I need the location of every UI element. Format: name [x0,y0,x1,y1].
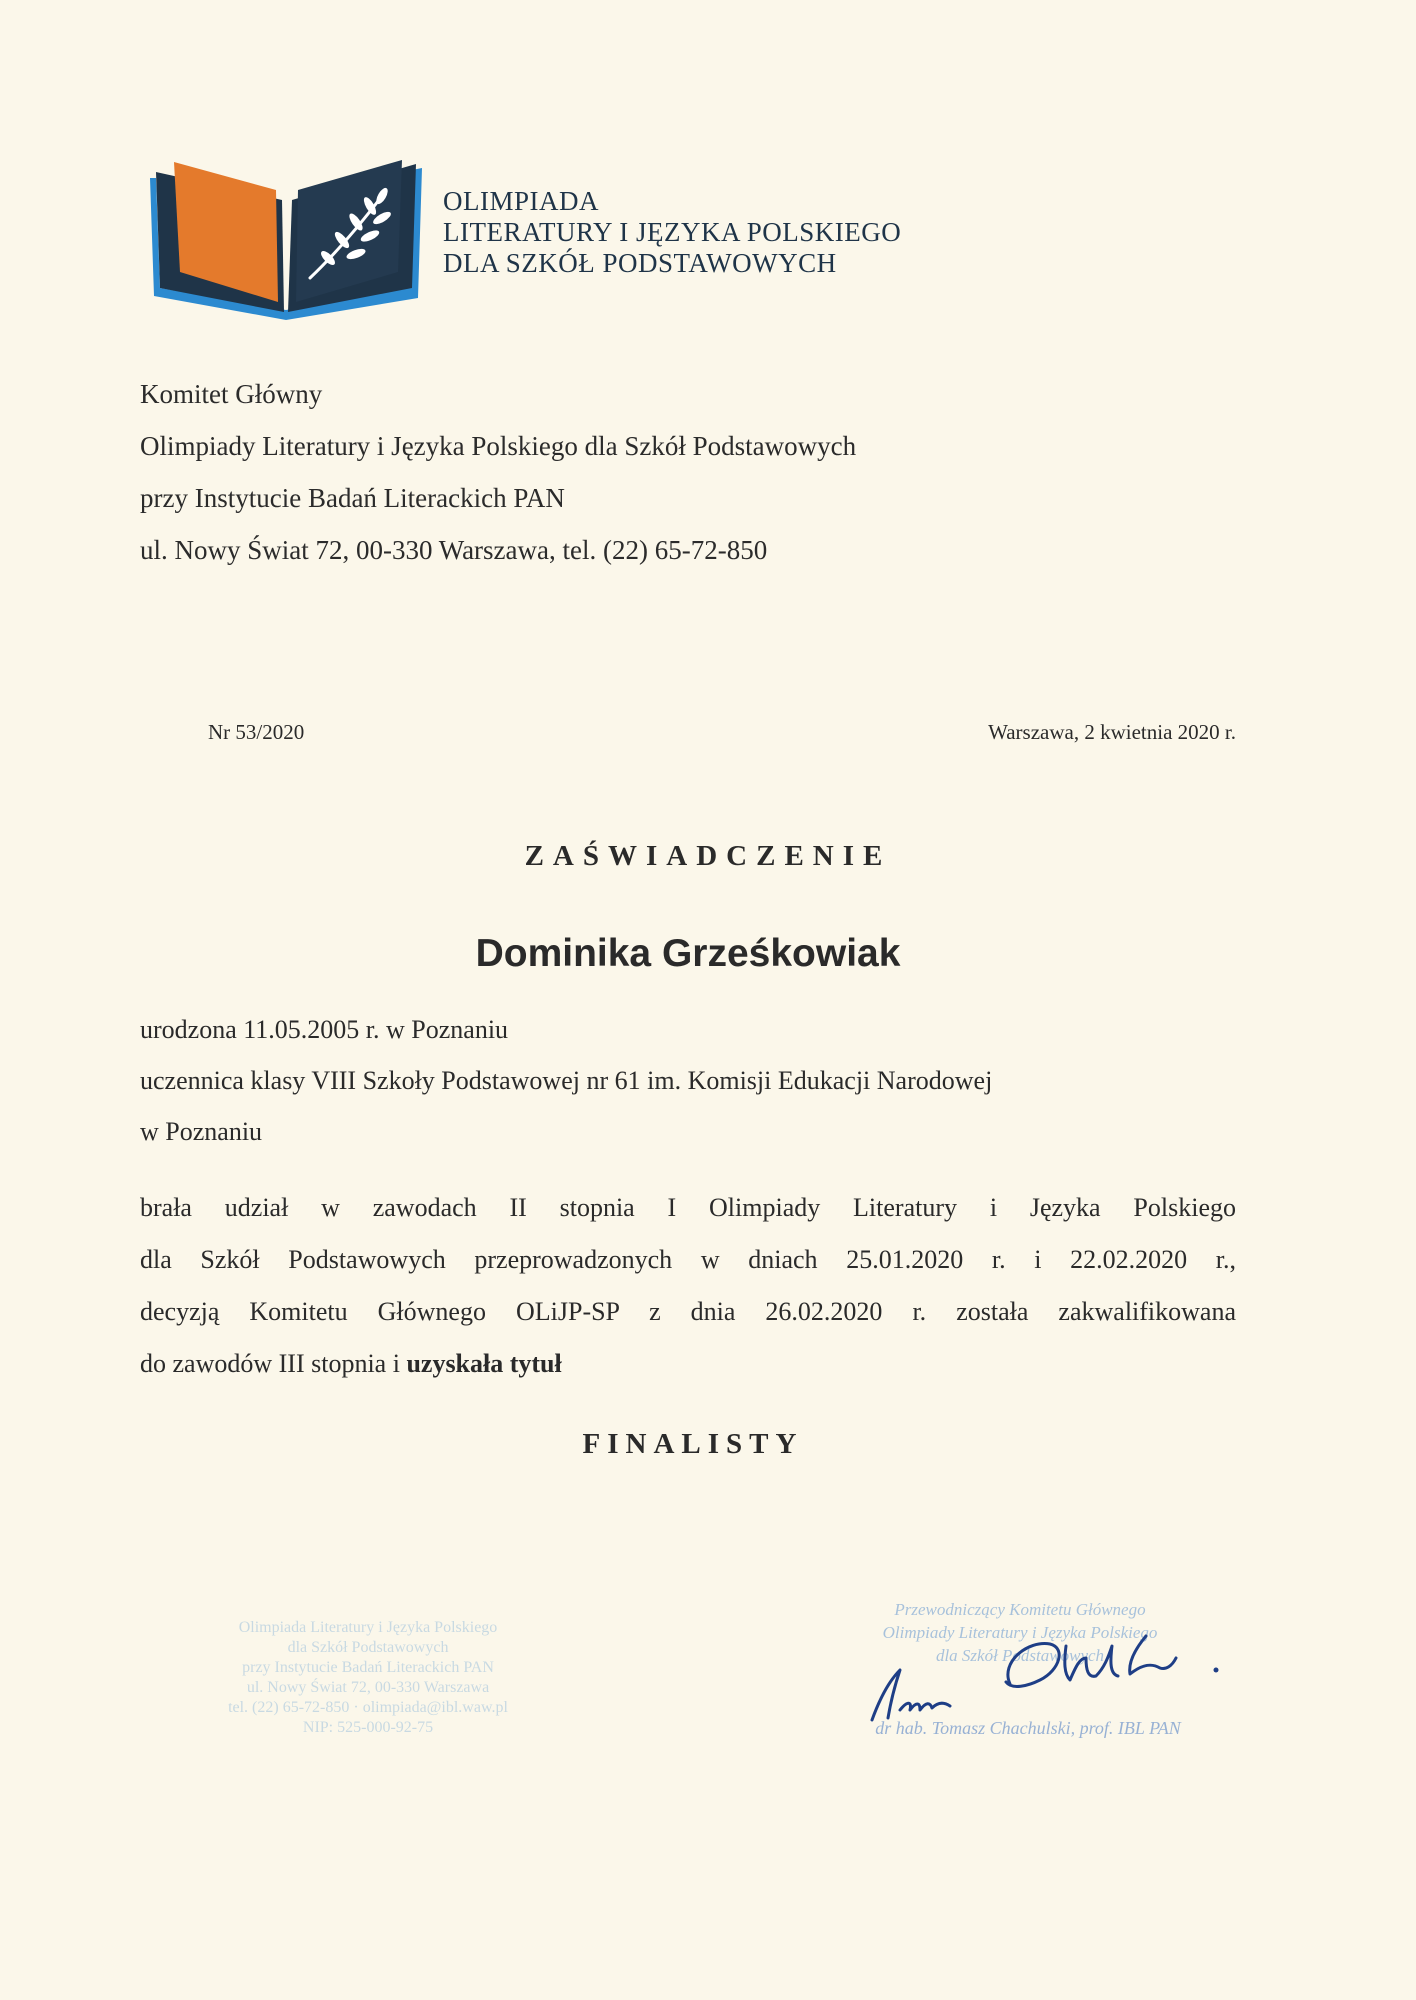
body-line: decyzją Komitetu Głównego OLiJP-SP z dnia 26.02.2020 r. została zakwalifikowana [140,1297,1236,1326]
institution-line: ul. Nowy Świat 72, 00-330 Warszawa, tel. (22) 65-72-850 [140,535,768,565]
student-line: w Poznaniu [140,1117,263,1146]
certificate-body [140,1182,1236,1390]
institution-address [140,368,856,576]
body-line: brała udział w zawodach II stopnia I Olimpiady Literatury i Języka Polskiego [140,1193,1236,1222]
stamp-line: przy Instytucie Badań Literackich PAN [242,1659,494,1676]
body-line-final-bold: uzyskała tytuł [406,1349,562,1378]
institution-line: Olimpiady Literatury i Języka Polskiego dla Szkół Podstawowych [140,431,857,461]
olympiad-name-line-2: LITERATURY I JĘZYKA POLSKIEGO [443,217,902,247]
institution-line: przy Instytucie Badań Literackich PAN [140,483,565,513]
awarded-title: FINALISTY [582,1428,804,1460]
olympiad-name-line-3: DLA SZKÓŁ PODSTAWOWYCH [443,248,837,278]
body-line: dla Szkół Podstawowych przeprowadzonych w dniach 25.01.2020 r. i 22.02.2020 r., [140,1245,1236,1274]
stamp-line: dla Szkół Podstawowych [935,1646,1105,1665]
institution-line: Komitet Główny [140,379,323,409]
stamp-line: tel. (22) 65-72-850 · olimpiada@ibl.waw.pl [228,1699,508,1716]
student-line: uczennica klasy VIII Szkoły Podstawowej nr 61 im. Komisji Edukacji Narodowej [140,1066,993,1095]
olympiad-stamp [168,1618,568,1738]
document-date: Warszawa, 2 kwietnia 2020 r. [988,720,1236,744]
recipient-name: Dominika Grześkowiak [475,932,901,975]
body-line-final [140,1338,1236,1390]
olympiad-name [443,186,901,279]
body-line-final-text: do zawodów III stopnia i [140,1349,407,1378]
stamp-line: Przewodniczący Komitetu Głównego [894,1600,1146,1619]
student-details [140,1004,992,1157]
stamp-line: ul. Nowy Świat 72, 00-330 Warszawa [246,1679,490,1696]
stamp-line: Olimpiady Literatury i Języka Polskiego [882,1623,1158,1642]
document-number: Nr 53/2020 [208,720,305,744]
stamp-line: NIP: 525-000-92-75 [302,1719,434,1736]
signer-name: dr hab. Tomasz Chachulski, prof. IBL PAN [875,1718,1181,1738]
student-line: urodzona 11.05.2005 r. w Poznaniu [140,1015,509,1044]
handwritten-signature [860,1618,1240,1728]
stamp-line: Olimpiada Literatury i Języka Polskiego [238,1619,498,1636]
open-book-laurel-icon [146,160,426,320]
stamp-line: dla Szkół Podstawowych [287,1639,449,1656]
olympiad-name-line-1: OLIMPIADA [443,186,599,216]
document-heading: ZAŚWIADCZENIE [524,840,892,872]
